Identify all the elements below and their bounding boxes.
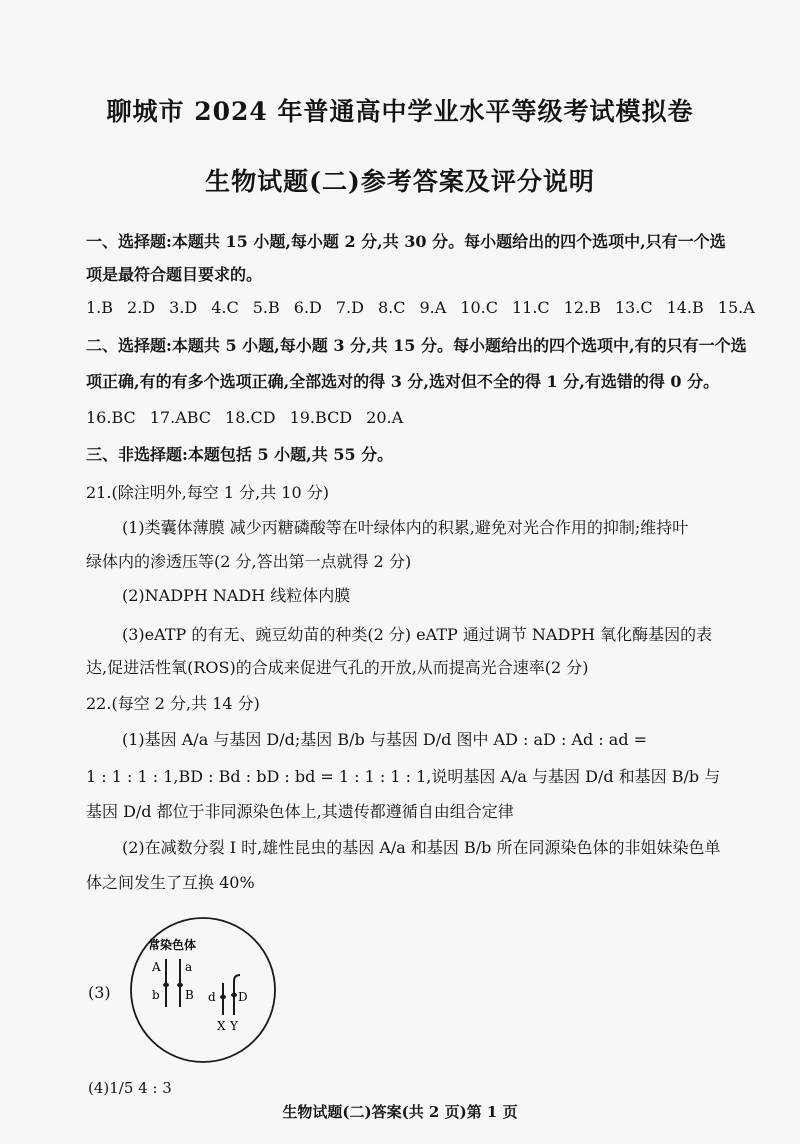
answer-item: 10.C xyxy=(460,298,498,317)
answer-item: 18.CD xyxy=(225,408,276,427)
section1-heading-line1: 一、选择题:本题共 15 小题,每小题 2 分,共 30 分。每小题给出的四个选项中,只有一个选 xyxy=(86,232,726,251)
answer-item: 2.D xyxy=(127,298,156,317)
answer-item: 14.B xyxy=(666,298,704,317)
section1-answers xyxy=(86,298,755,318)
answer-item: 5.B xyxy=(252,298,280,317)
answer-item: 1.B xyxy=(86,298,114,317)
gene-B: B xyxy=(185,988,194,1002)
gene-A: A xyxy=(152,960,161,974)
answer-item: 17.ABC xyxy=(149,408,212,427)
gene-d: d xyxy=(208,990,216,1004)
answer-item: 13.C xyxy=(614,298,653,317)
q22-part1-line1: (1)基因 A/a 与基因 D/d;基因 B/b 与基因 D/d 图中 AD : aD : Ad : ad = xyxy=(122,730,648,749)
answer-item: 6.D xyxy=(293,298,322,317)
q22-header: 22.(每空 2 分,共 14 分) xyxy=(86,694,260,713)
gene-D: D xyxy=(238,990,248,1004)
section1-heading-line2: 项是最符合题目要求的。 xyxy=(86,265,263,284)
answer-item: 4.C xyxy=(211,298,239,317)
centromere-left xyxy=(163,983,169,987)
q22-part3-label: (3) xyxy=(88,983,111,1002)
answer-item: 19.BCD xyxy=(289,408,353,427)
page-footer: 生物试题(二)答案(共 2 页)第 1 页 xyxy=(282,1103,518,1121)
q22-part2-line2: 体之间发生了互换 40% xyxy=(86,873,255,892)
label-y: Y xyxy=(230,1019,238,1033)
q21-part3-line1: (3)eATP 的有无、豌豆幼苗的种类(2 分) eATP 通过调节 NADPH 氧化酶基因的表 xyxy=(122,625,713,644)
q22-part2-line1: (2)在减数分裂 I 时,雄性昆虫的基因 A/a 和基因 B/b 所在同源染色体的非姐妹染色单 xyxy=(122,838,721,857)
page-title: 聊城市 2024 年普通高中学业水平等级考试模拟卷 xyxy=(106,97,694,126)
section2-answers xyxy=(86,408,417,428)
gene-a: a xyxy=(185,960,193,974)
answer-item: 7.D xyxy=(335,298,364,317)
q21-part1-line1: (1)类囊体薄膜 减少丙糖磷酸等在叶绿体内的积累,避免对光合作用的抑制;维持叶 xyxy=(122,518,689,537)
answer-item: 9.A xyxy=(419,298,447,317)
q22-part1-line2: 1 : 1 : 1 : 1,BD : Bd : bD : bd = 1 : 1 : 1 : 1,说明基因 A/a 与基因 D/d 和基因 B/b 与 xyxy=(86,767,721,786)
answer-item: 20.A xyxy=(366,408,404,427)
answer-item: 12.B xyxy=(563,298,601,317)
q22-part1-line3: 基因 D/d 都位于非同源染色体上,其遗传都遵循自由组合定律 xyxy=(86,802,514,821)
page-subtitle: 生物试题(二)参考答案及评分说明 xyxy=(205,167,595,196)
label-x: X xyxy=(217,1019,226,1033)
q21-part1-line2: 绿体内的渗透压等(2 分,答出第一点就得 2 分) xyxy=(86,552,412,571)
gene-b: b xyxy=(152,988,160,1002)
section2-heading-line1: 二、选择题:本题共 5 小题,每小题 3 分,共 15 分。每小题给出的四个选项中,有的只有一个选 xyxy=(86,336,747,355)
q22-part4: (4)1/5 4 : 3 xyxy=(88,1079,172,1097)
section2-heading-line2: 项正确,有的有多个选项正确,全部选对的得 3 分,选对但不全的得 1 分,有选错的得 0 分。 xyxy=(86,372,720,391)
answer-item: 16.BC xyxy=(86,408,136,427)
q21-part2: (2)NADPH NADH 线粒体内膜 xyxy=(122,586,351,605)
answer-item: 15.A xyxy=(717,298,755,317)
answer-item: 3.D xyxy=(169,298,198,317)
centromere-y xyxy=(231,993,237,997)
q21-header: 21.(除注明外,每空 1 分,共 10 分) xyxy=(86,483,329,502)
cell-chromosome-diagram xyxy=(128,915,278,1065)
centromere-right xyxy=(177,983,183,987)
q21-part3-line2: 达,促进活性氧(ROS)的合成来促进气孔的开放,从而提高光合速率(2 分) xyxy=(86,658,589,677)
autosome-label: 常染色体 xyxy=(148,938,197,952)
answer-item: 11.C xyxy=(511,298,550,317)
section3-heading: 三、非选择题:本题包括 5 小题,共 55 分。 xyxy=(86,445,394,464)
answer-item: 8.C xyxy=(377,298,406,317)
centromere-x xyxy=(220,995,226,999)
